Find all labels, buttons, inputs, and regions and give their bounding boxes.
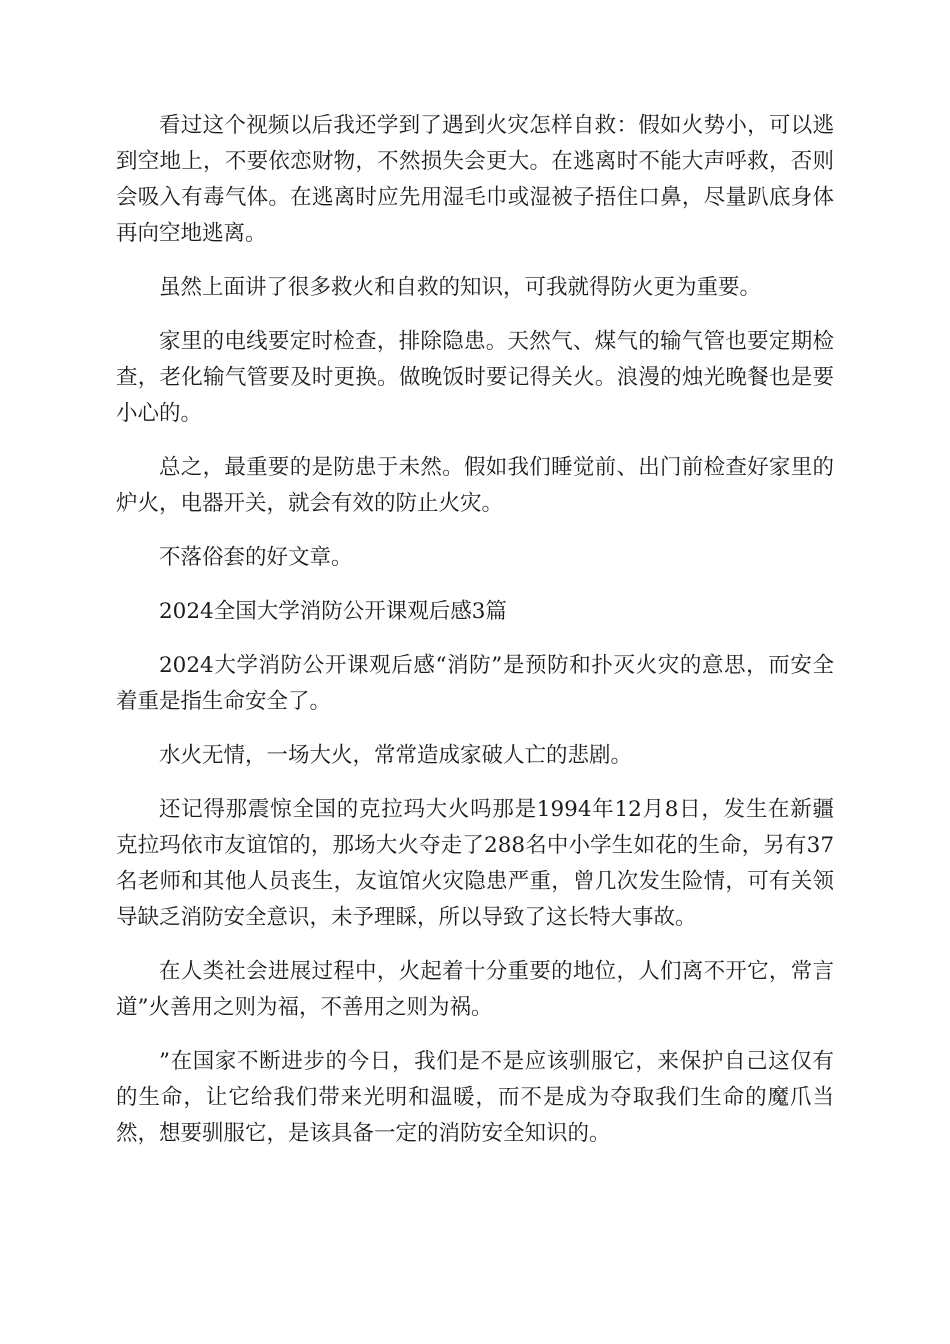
section-heading: 2024全国大学消防公开课观后感3篇	[159, 599, 507, 624]
paragraph: 不落俗套的好文章。	[159, 545, 353, 570]
paragraph: 还记得那震惊全国的克拉玛大火吗那是1994年12月8日，发生在新疆克拉玛依市友谊馆的，那场大火夺走了288名中小学生如花的生命，另有37名老师和其他人员丧生，友谊馆火灾隐患严重，曾几次发生险情，可有关领导缺乏消防安全意识，未予理睬，所以导致了这长特大事故。	[116, 797, 834, 930]
paragraph: 在人类社会进展过程中，火起着十分重要的地位，人们离不开它，常言道”火善用之则为福，不善用之则为祸。	[116, 959, 834, 1020]
paragraph: 看过这个视频以后我还学到了遇到火灾怎样自救：假如火势小，可以逃到空地上，不要依恋财物，不然损失会更大。在逃离时不能大声呼救，否则会吸入有毒气体。在逃离时应先用湿毛巾或湿被子捂住口鼻，尽量趴底身体再向空地逃离。	[116, 113, 834, 246]
paragraph: 虽然上面讲了很多救火和自救的知识，可我就得防火更为重要。	[159, 275, 762, 300]
paragraph: 总之，最重要的是防患于未然。假如我们睡觉前、出门前检查好家里的炉火，电器开关，就会有效的防止火灾。	[116, 455, 834, 516]
paragraph: 水火无情，一场大火，常常造成家破人亡的悲剧。	[159, 743, 633, 768]
paragraph: 家里的电线要定时检查，排除隐患。天然气、煤气的输气管也要定期检查，老化输气管要及时更换。做晚饭时要记得关火。浪漫的烛光晚餐也是要小心的。	[116, 329, 834, 426]
paragraph: ”在国家不断进步的今日，我们是不是应该驯服它，来保护自己这仅有的生命，让它给我们带来光明和温暖，而不是成为夺取我们生命的魔爪当然，想要驯服它，是该具备一定的消防安全知识的。	[116, 1049, 834, 1146]
paragraph: 2024大学消防公开课观后感“消防”是预防和扑灭火灾的意思，而安全着重是指生命安全了。	[116, 653, 834, 714]
document-body	[116, 108, 834, 1170]
